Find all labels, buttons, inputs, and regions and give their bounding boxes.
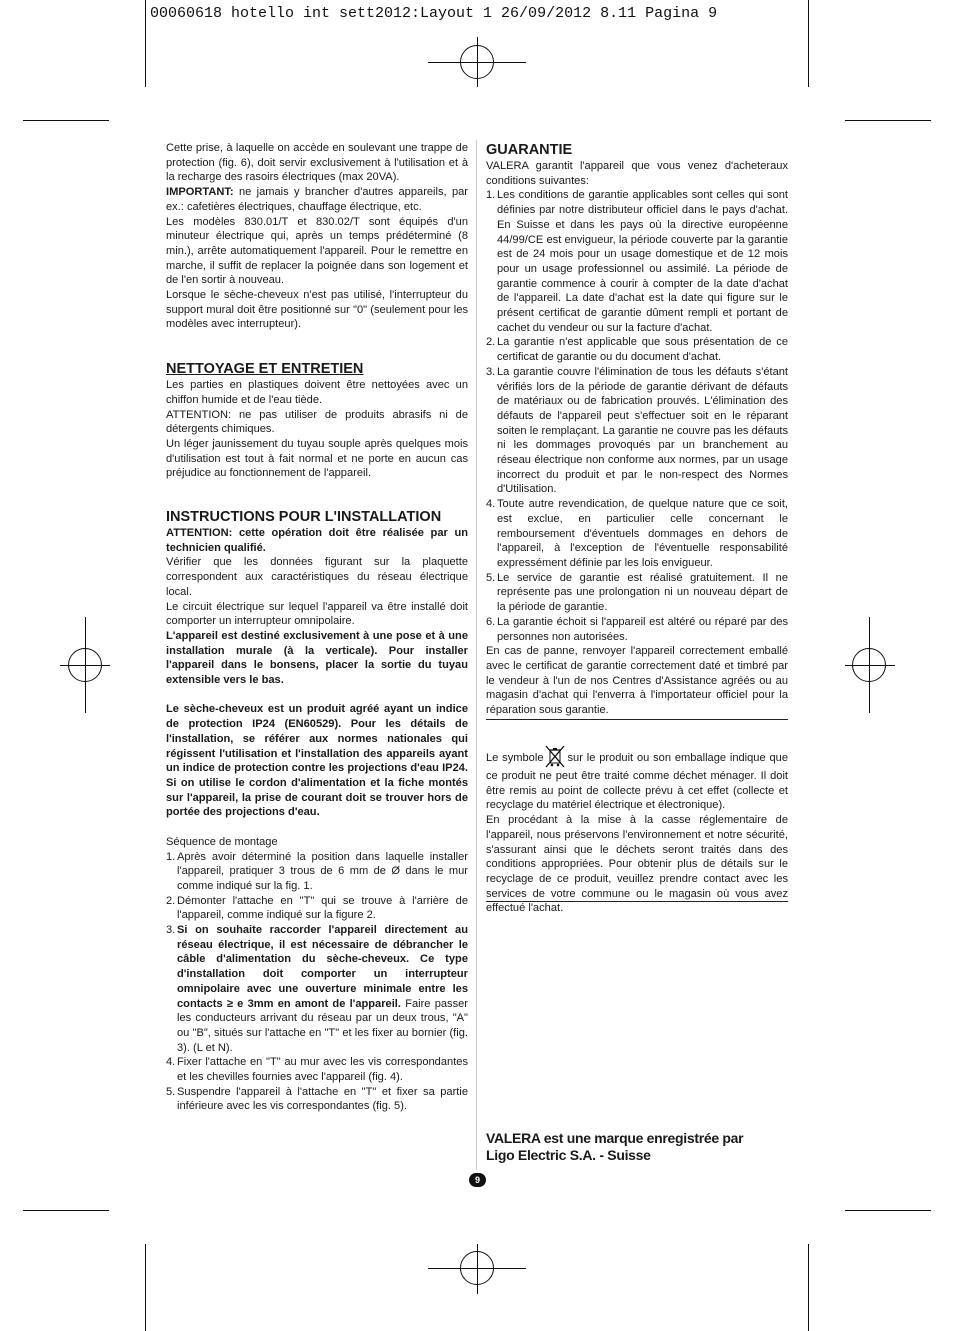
crop-mark <box>145 1244 146 1331</box>
crop-mark <box>845 1210 931 1211</box>
right-column <box>486 141 788 718</box>
sequence-title: Séquence de montage <box>166 835 278 848</box>
column-divider <box>476 140 477 1170</box>
disposal-section <box>486 745 788 916</box>
install-text-3: Le circuit électrique sur lequel l'appareil va être installé doit comporter un interrupteur omnipolaire. <box>166 600 468 628</box>
disposal-text-2: En procédant à la mise à la casse réglementaire de l'appareil, nous préservons l'environnement et notre sécurité, s'assurant ainsi que le déchets seront traités dans des conditions appropriées. Pour obtenir plus de détails sur le recyclage de ce produit, veuillez prendre contact avec les services de votre commune ou le magasin où vous avez effectué l'achat. <box>486 814 788 915</box>
warranty-heading: GUARANTIE <box>486 142 573 158</box>
list-item: 1. Les conditions de garantie applicables sont celles qui sont définies par notre distributeur officiel dans le pays d'achat. En Suisse et dans les pays où la directive européenne 44/99/CE est envigueur, la période couverte par la garantie est de 24 mois pour un usage domestique et de 12 mois pour un usage professionnel ou assimilé. La période de garantie commence à courir à compter de la date d'achat de l'appareil. La date d'achat est la date qui figure sur le présent certificat de garantie dûment rempli et portant de cachet du vendeur ou sur la facture d'achat. <box>486 189 788 334</box>
left-column <box>166 141 468 1114</box>
timer-text: Les modèles 830.01/T et 830.02/T sont équipés d'un minuteur électrique qui, après un temps prédéterminé (8 min.), arrête automatiquement l'appareil. Pour le remettre en marche, il suffit de replacer la poignée dans son logement et de l'en sortir à nouveau. <box>166 215 468 287</box>
list-item: 3. La garantie couvre l'élimination de tous les défauts s'étant vérifiés lors de la période de garantie dérivant de défauts de matériaux ou de fabrication prouvés. L'élimination des défauts de l'appareil peut s'effectuer soit en le réparant soiten le remplaçant. La garantie ne couvre pas les défauts ni les dommages provoqués par un branchement au réseau électrique non conforme aux normes, par un usage incorrect du produit et par le non-respect des Normes d'Utilisation. <box>486 365 788 496</box>
crop-mark <box>808 1244 809 1331</box>
cleaning-text-3: Un léger jaunissement du tuyau souple après quelques mois d'utilisation est tout à fait normal et ne porte en aucun cas préjudice au fonctionnement de l'appareil. <box>166 437 468 480</box>
list-item: 2. La garantie n'est applicable que sous présentation de ce certificat de garantie ou du document d'achat. <box>486 336 788 364</box>
crop-mark <box>23 1210 109 1211</box>
list-item: 4. Toute autre revendication, de quelque nature que ce soit, est exclue, en particulier celle concernant le remboursement d'éventuels dommages en dehors de l'appareil, à l'exception de l'éventuelle responsabilité expressément définie par les lois envigueur. <box>486 498 788 569</box>
list-item: 5. Suspendre l'appareil à l'attache en "T" et fixer sa partie inférieure avec les vis correspondantes (fig. 5). <box>166 1085 468 1113</box>
crossed-bin-icon <box>544 745 566 769</box>
list-item: 1. Après avoir déterminé la position dans laquelle installer l'appareil, pratiquer 3 trous de 6 mm de Ø dans le mur comme indiqué sur la fig. 1. <box>166 850 468 892</box>
brand-statement <box>486 1130 743 1163</box>
brand-line-1: VALERA est une marque enregistrée par <box>486 1130 744 1146</box>
install-warning: ATTENTION: cette opération doit être réalisée par un technicien qualifié. <box>166 527 468 554</box>
page-number: 9 <box>469 1173 486 1187</box>
list-item: 6. La garantie échoit si l'appareil est altéré ou réparé par des personnes non autorisées. <box>486 615 788 643</box>
disposal-text-1: Le symbole sur le produit ou son emballage indique que ce produit ne peut être traité comme déchet ménager. Il doit être remis au point de collecte prévu à cet effet (collecte et recyclage du matériel électrique et électronique). <box>486 745 788 813</box>
registration-circle-icon <box>852 648 886 682</box>
registration-circle-icon <box>68 648 102 682</box>
list-item: 5. Le service de garantie est réalisé gratuitement. Il ne représente pas une prolongation ni un nouveau départ de la période de garantie. <box>486 571 788 614</box>
install-heading: INSTRUCTIONS POUR L'INSTALLATION <box>166 509 442 526</box>
crop-mark <box>808 0 809 87</box>
shaver-socket-text: Cette prise, à laquelle on accède en soulevant une trappe de protection (fig. 6), doit servir exclusivement à l'utilisation et à la recharge des rasoirs électriques (max 20VA). <box>166 142 468 184</box>
section-rule <box>486 901 788 902</box>
install-text-5: Le sèche-cheveux est un produit agréé ayant un indice de protection IP24 (EN60529). Pour les détails de l'installation, se référer aux normes nationales qui régissent l'utilisation et l'installation des appareils ayant un indice de protection contre les projections d'eau IP24. Si on utilise le cordon d'alimentation et la fiche montés sur l'appareil, la prise de courant doit se trouver hors de portée des projections d'eau. <box>166 703 468 819</box>
registration-circle-icon <box>460 45 494 79</box>
mounting-steps <box>166 850 468 1115</box>
install-text-4: L'appareil est destiné exclusivement à une pose et à une installation murale (à la verticale). Pour installer l'appareil dans le bonsens, placer la sortie du tuyau extensible vers le bas. <box>166 629 468 687</box>
crop-mark <box>845 120 931 121</box>
cleaning-text-1: Les parties en plastiques doivent être nettoyées avec un chiffon humide et de l'eau tiède. <box>166 379 468 406</box>
crop-mark <box>23 120 109 121</box>
brand-line-2: Ligo Electric S.A. - Suisse <box>486 1146 651 1163</box>
crop-mark <box>145 0 146 87</box>
list-item: 4. Fixer l'attache en "T" au mur avec les vis correspondantes et les chevilles fournies avec l'appareil (fig. 4). <box>166 1056 468 1084</box>
list-item: 2. Démonter l'attache en "T" qui se trouve à l'arrière de l'appareil, comme indiqué sur la figure 2. <box>166 894 468 922</box>
warranty-intro: VALERA garantit l'appareil que vous venez d'acheteraux conditions suivantes: <box>486 160 788 187</box>
section-rule <box>486 719 788 720</box>
warranty-conditions <box>486 188 788 644</box>
print-slug: 00060618 hotello int sett2012:Layout 1 26/09/2012 8.11 Pagina 9 <box>150 5 718 22</box>
list-item: 3. Si on souhaite raccorder l'appareil directement au réseau électrique, il est nécessaire de débrancher le câble d'alimentation du sèche-cheveux. Ce type d'installation doit comporter un interrupteur omnipolaire avec une ouverture minimale entre les contacts ≥ e 3mm en amont de l'appareil. Faire passer les conducteurs arrivant du réseau par un deux trous, "A" ou "B", situés sur l'attache en "T" et les fixer au bornier (fig. 3). (L et N). <box>166 924 468 1054</box>
cleaning-heading: NETTOYAGE ET ENTRETIEN <box>166 361 364 378</box>
switch-text: Lorsque le sèche-cheveux n'est pas utilisé, l'interrupteur du support mural doit être positionné sur "0" (seulement pour les modèles avec interrupteur). <box>166 289 468 331</box>
install-text-2: Vérifier que les données figurant sur la plaquette correspondent aux caractéristiques du réseau électrique local. <box>166 556 468 598</box>
registration-circle-icon <box>460 1251 494 1285</box>
cleaning-text-2: ATTENTION: ne pas utiliser de produits abrasifs ni de détergents chimiques. <box>166 408 468 436</box>
warranty-closing: En cas de panne, renvoyer l'appareil correctement emballé avec le certificat de garantie correctement daté et timbré par le vendeur à l'un de nos Centres d'Assistance agréés ou au magasin d'achat qui l'enverra à l'importateur officiel pour la réparation sous garantie. <box>486 645 788 717</box>
important-note: IMPORTANT: ne jamais y brancher d'autres appareils, par ex.: cafetières électriques, chauffage électrique, etc. <box>166 186 468 213</box>
